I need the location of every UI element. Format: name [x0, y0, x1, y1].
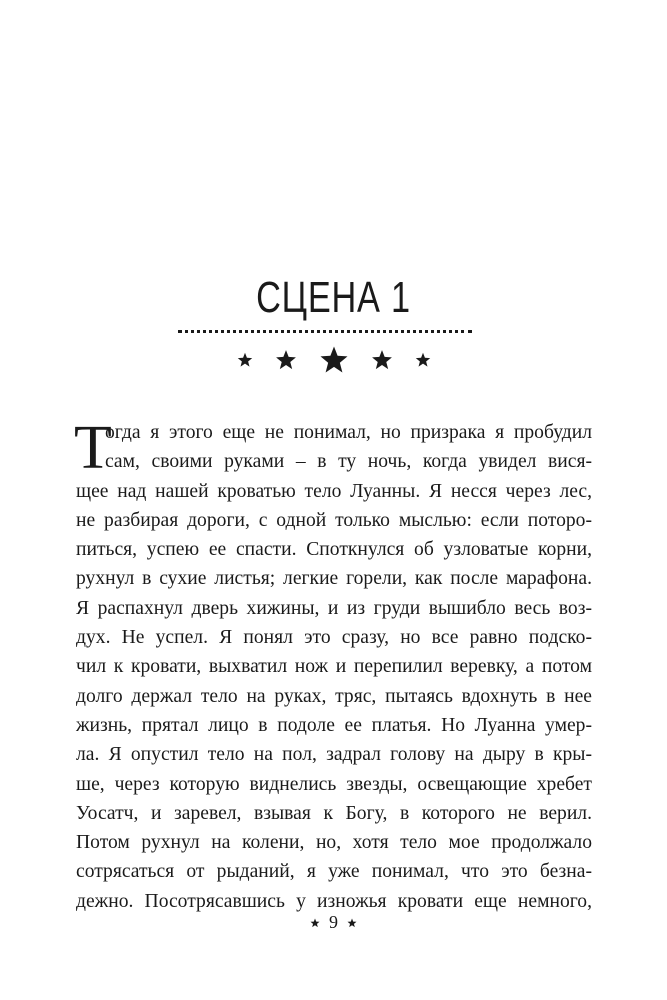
- text-line: Потом рухнул на колени, но, хотя тело мое продолжало: [76, 832, 592, 854]
- text-line: Я распахнул дверь хижины, и из груди вышибло весь воз-: [76, 597, 592, 619]
- text-line: дежно. Посотрясавшись у изножья кровати еще немного,: [76, 890, 592, 912]
- text-line: огда я этого еще не понимал, но призрака я пробудил: [105, 422, 592, 443]
- page-number: 9: [329, 912, 338, 932]
- chapter-body: [74, 414, 592, 916]
- text-line: жизнь, прятал лицо в подоле ее платья. Но Луанна умер-: [76, 714, 592, 736]
- page-footer: [0, 912, 667, 933]
- text-line: долго держал тело на руках, тряс, пытаясь вдохнуть в нее: [76, 685, 592, 707]
- text-line: Уосатч, и заревел, взывая к Богу, в которого не верил.: [76, 802, 592, 824]
- text-line: рухнул в сухие листья; легкие горели, как после марафона.: [76, 568, 592, 590]
- text-line: сам, своими руками – в ту ночь, когда увидел вися-: [105, 451, 592, 473]
- text-line: ла. Я опустил тело на пол, задрал голову на дыру в кры-: [76, 744, 592, 766]
- text-line: чил к кровати, выхватил нож и перепилил веревку, а потом: [76, 656, 592, 678]
- drop-cap: Т: [74, 414, 112, 482]
- text-line: дух. Не успел. Я понял это сразу, но все равно подско-: [76, 627, 592, 649]
- star-icon: [310, 918, 320, 928]
- chapter-title: СЦЕНА 1: [256, 273, 411, 322]
- text-line: питься, успею ее спасти. Споткнулся об узловатые корни,: [76, 539, 592, 561]
- text-line: ше, через которую виднелись звезды, освещающие хребет: [76, 773, 592, 795]
- star-icon: [347, 918, 357, 928]
- star-icon: [319, 345, 349, 375]
- text-line: сотрясаться от рыданий, я уже понимал, что это безна-: [76, 861, 592, 883]
- star-icon: [237, 352, 253, 368]
- star-ornament: [0, 340, 667, 380]
- dotted-divider: [178, 330, 472, 333]
- star-icon: [275, 349, 297, 371]
- text-line: не разбирая дороги, с одной только мыслью: если поторо-: [76, 509, 592, 531]
- star-icon: [415, 352, 431, 368]
- text-line: щее над нашей кроватью тело Луанны. Я несся через лес,: [76, 480, 592, 502]
- star-icon: [371, 349, 393, 371]
